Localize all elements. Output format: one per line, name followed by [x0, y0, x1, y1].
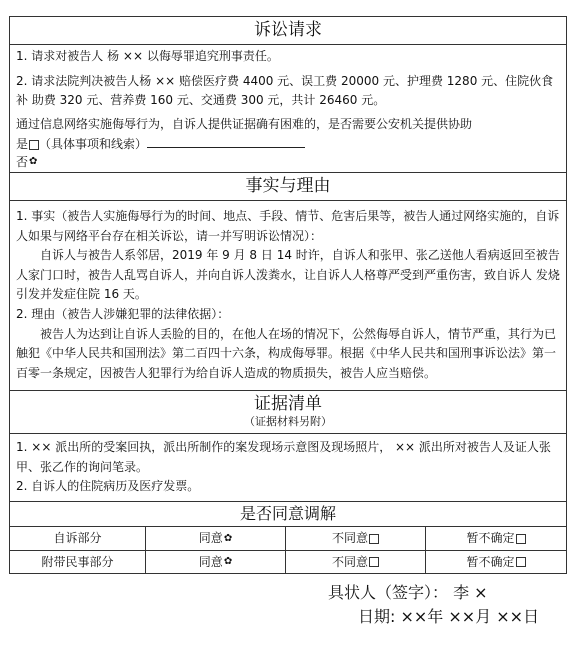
claim-line-2: 2. 请求法院判决被告人杨 ×× 赔偿医疗费 4400 元、误工费 20000 元、护理费 1280 元、住院伙食补 助费 320 元、营养费 160 元、交通费 300 元，共计 26460 元。	[16, 73, 554, 108]
reasons-heading: 2. 理由（被告人涉嫌犯罪的法律依据）：	[16, 306, 230, 321]
form-table	[9, 16, 567, 574]
agree-selected-icon[interactable]: ✿	[223, 532, 233, 544]
section-title-claims: 诉讼请求	[10, 17, 567, 45]
assist-question: 通过信息网络实施侮辱行为，自诉人提供证据确有困难的，是否需要公安机关提供协助	[16, 116, 473, 131]
assist-no-radio-icon[interactable]: ✿	[29, 156, 38, 168]
assist-yes-detail: （具体事项和线索）	[39, 137, 148, 152]
assist-no-label: 否	[16, 154, 29, 169]
assist-no-option	[16, 155, 560, 170]
assist-yes-label: 是	[16, 137, 29, 152]
section-title-mediation: 是否同意调解	[10, 502, 567, 527]
evidence-item-2: 2. 自诉人的住院病历及医疗发票。	[16, 479, 200, 494]
agree-selected-icon[interactable]: ✿	[223, 556, 233, 567]
mediation-row-label: 附带民事部分	[10, 550, 146, 574]
agree-label: 同意	[198, 554, 223, 569]
unsure-label: 暂不确定	[466, 554, 515, 569]
unsure-label: 暂不确定	[466, 531, 515, 545]
disagree-label: 不同意	[331, 554, 368, 569]
agree-label: 同意	[198, 531, 223, 545]
disagree-checkbox[interactable]	[369, 534, 379, 544]
date-line: 日期: ××年 ××月 ××日	[358, 607, 540, 626]
disagree-label: 不同意	[331, 531, 368, 545]
signer-line: 具状人（签字）： 李 ×	[328, 583, 488, 602]
mediation-row	[10, 550, 567, 574]
facts-content	[10, 201, 567, 391]
evidence-item-1: 1. ×× 派出所的受案回执，派出所制作的案发现场示意图及现场照片， ×× 派出所对被告人及证人张甲、张乙作的询问笔录。	[16, 440, 551, 474]
facts-heading: 1. 事实（被告人实施侮辱行为的时间、地点、手段、情节、危害后果等，被告人通过网络实施的，自诉人如果与网络平台存在相关诉讼，请一并写明诉讼情况）：	[16, 209, 560, 243]
section-title-facts: 事实与理由	[10, 173, 567, 201]
mediation-unsure-option[interactable]	[426, 527, 567, 551]
mediation-row-label: 自诉部分	[10, 527, 146, 551]
evidence-content	[10, 434, 567, 502]
mediation-disagree-option[interactable]	[286, 550, 426, 574]
unsure-checkbox[interactable]	[516, 534, 526, 544]
assist-yes-checkbox[interactable]	[29, 140, 39, 150]
evidence-header	[10, 391, 567, 434]
section-title-evidence: 证据清单	[254, 394, 322, 414]
evidence-subtitle: （证据材料另附）	[244, 415, 332, 428]
mediation-agree-option[interactable]	[146, 550, 286, 574]
mediation-unsure-option[interactable]	[426, 550, 567, 574]
complaint-form	[9, 16, 566, 574]
mediation-row	[10, 527, 567, 551]
mediation-agree-option[interactable]	[146, 527, 286, 551]
claims-content	[10, 45, 567, 173]
claim-line-1: 1. 请求对被告人 杨 ×× 以侮辱罪追究刑事责任。	[16, 49, 279, 63]
assist-detail-blank[interactable]	[147, 134, 305, 148]
facts-narrative: 自诉人与被告人系邻居，2019 年 9 月 8 日 14 时许，自诉人和张甲、张乙送他人看病返回至被告人家门口时，被告人乱骂自诉人，并向自诉人泼粪水，让自诉人人格尊严受到严重伤害，致自诉人 发烧引发并发症住院 16 天。	[16, 248, 560, 302]
unsure-checkbox[interactable]	[516, 557, 526, 567]
mediation-disagree-option[interactable]	[286, 527, 426, 551]
reasons-narrative: 被告人为达到让自诉人丢脸的目的，在他人在场的情况下，公然侮辱自诉人，情节严重，其行为已触犯《中华人民共和国刑法》第二百四十六条，构成侮辱罪。根据《中华人民共和国刑事诉讼法》第一百零一条规定，因被告人犯罪行为给自诉人造成的物质损失，被告人应当赔偿。	[16, 326, 557, 380]
assist-yes-option	[16, 134, 560, 155]
disagree-checkbox[interactable]	[369, 557, 379, 567]
